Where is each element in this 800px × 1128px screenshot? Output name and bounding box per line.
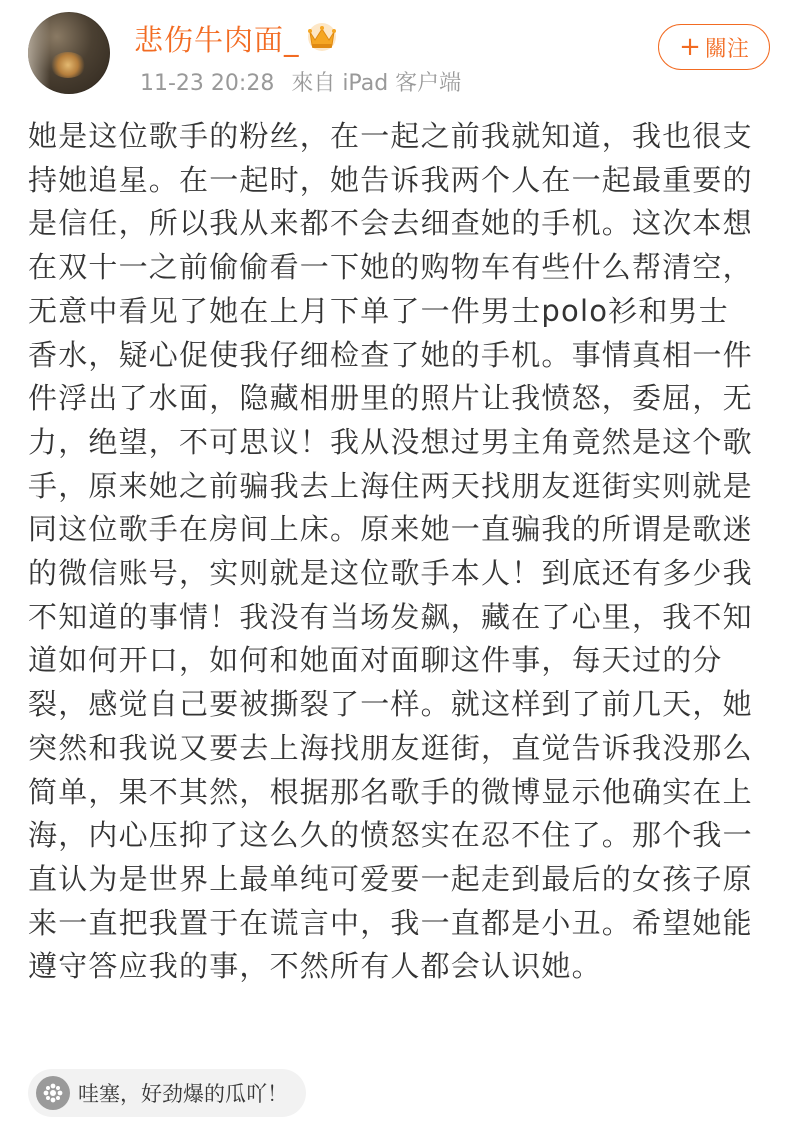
post-source: 來自 iPad 客户端 [291, 71, 462, 96]
melon-icon [36, 1076, 70, 1110]
reaction-label: 哇塞，好劲爆的瓜吖！ [78, 1082, 288, 1106]
follow-button[interactable] [658, 24, 770, 70]
post-timestamp: 11-23 20:28 [140, 71, 275, 96]
avatar-background [28, 12, 50, 94]
follow-label: 關注 [704, 36, 749, 62]
avatar[interactable] [28, 12, 110, 94]
post-meta [140, 66, 461, 97]
username[interactable]: 悲伤牛肉面_ [134, 23, 300, 57]
crown-icon [304, 20, 340, 52]
avatar-lamp [50, 52, 86, 78]
post-body: 她是这位歌手的粉丝，在一起之前我就知道，我也很支持她追星。在一起时，她告诉我两个人在一起最重要的是信任，所以我从来都不会去细查她的手机。这次本想在双十一之前偷偷看一下她的购物车有些什么帮清空，无意中看见了她在上月下单了一件男士polo衫和男士香水，疑心促使我仔细检查了她的手机。事情真相一件件浮出了水面，隐藏相册里的照片让我愤怒，委屈，无力，绝望，不可思议！我从没想过男主角竟然是这个歌手，原来她之前骗我去上海住两天找朋友逛街实则就是同这位歌手在房间上床。原来她一直骗我的所谓是歌迷的微信账号，实则就是这位歌手本人！到底还有多少我不知道的事情！我没有当场发飙，藏在了心里，我不知道如何开口，如何和她面对面聊这件事，每天过的分裂，感觉自己要被撕裂了一样。就这样到了前几天，她突然和我说又要去上海找朋友逛街，直觉告诉我没那么简单，果不其然，根据那名歌手的微博显示他确实在上海，内心压抑了这么久的愤怒实在忍不住了。那个我一直认为是世界上最单纯可爱要一起走到最后的女孩子原来一直把我置于在谎言中，我一直都是小丑。希望她能遵守答应我的事，不然所有人都会认识她。 [28, 119, 753, 984]
reaction-button[interactable] [28, 1069, 306, 1117]
plus-icon: + [679, 32, 701, 62]
